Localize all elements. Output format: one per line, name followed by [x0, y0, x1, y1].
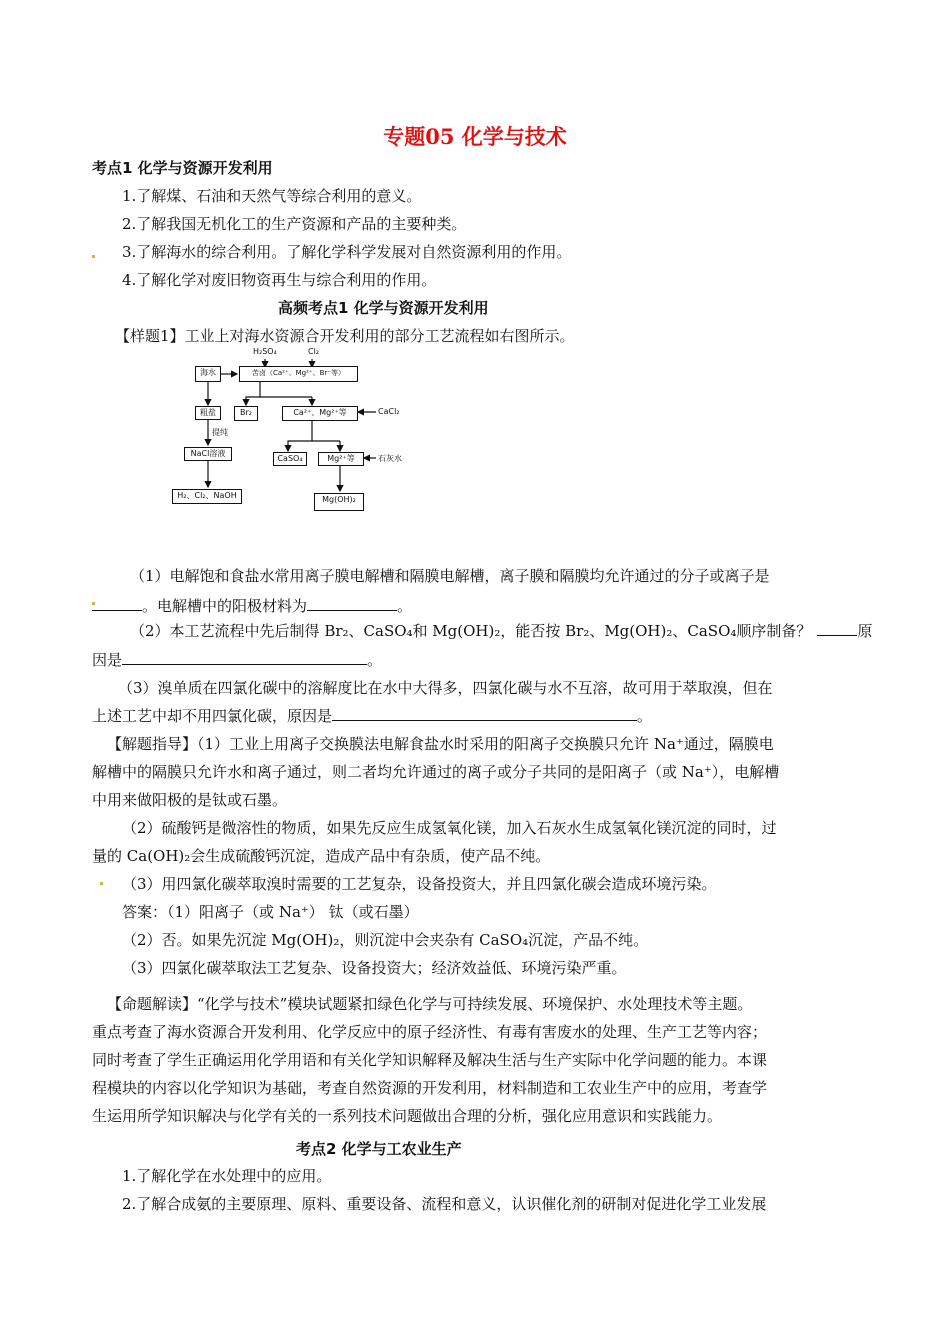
section1-item-2: 2.了解我国无机化工的生产资源和产品的主要种类。 — [122, 215, 467, 233]
q2-text-1: （2）本工艺流程中先后制得 Br₂、CaSO₄和 Mg(OH)₂，能否按 Br₂、Mg(OH)₂、CaSO₄顺序制备？ — [130, 622, 812, 640]
analysis-line-4: 程模块的内容以化学知识为基础，考查自然资源的开发利用，材料制造和工农业生产中的应用，考查学 — [92, 1079, 768, 1097]
answer-line-1: 答案：（1）阳离子（或 Na⁺） 钛（或石墨） — [122, 903, 419, 921]
answer-line-2: （2）否。如果先沉淀 Mg(OH)₂，则沉淀中会夹杂有 CaSO₄沉淀，产品不纯。 — [122, 931, 649, 949]
scan-speck — [100, 882, 103, 885]
q1-blank-1[interactable] — [92, 596, 142, 611]
analysis-line-3: 同时考查了学生正确运用化学用语和有关化学知识解释及解决生活与生产实际中化学问题的能力。本课 — [92, 1051, 768, 1069]
q2-line2 — [92, 649, 382, 670]
q3-text-2: 上述工艺中却不用四氯化碳，原因是 — [92, 707, 333, 725]
cacl2-label: CaCl₂ — [378, 407, 400, 416]
cl2-label: Cl₂ — [308, 347, 320, 356]
sample-intro: 【样题1】工业上对海水资源合开发利用的部分工艺流程如右图所示。 — [115, 327, 575, 345]
section2-item-2: 2.了解合成氨的主要原理、原料、重要设备、流程和意义，认识催化剂的研制对促进化学工业发展 — [122, 1195, 767, 1213]
guide-line-6: （3）用四氯化碳萃取溴时需要的工艺复杂，设备投资大，并且四氯化碳会造成环境污染。 — [122, 875, 717, 893]
guide-line-3: 中用来做阳极的是钛或石墨。 — [92, 791, 288, 809]
section2-item-1: 1.了解化学在水处理中的应用。 — [122, 1167, 332, 1185]
flowchart — [150, 345, 410, 520]
q3-line1: （3）溴单质在四氯化碳中的溶解度比在水中大得多，四氯化碳与水不互溶，故可用于萃取溴，但在 — [118, 679, 773, 697]
br2-box: Br₂ — [234, 406, 258, 421]
section1-item-4: 4.了解化学对废旧物资再生与综合利用的作用。 — [122, 271, 437, 289]
answer-line-3: （3）四氯化碳萃取法工艺复杂、设备投资大；经济效益低、环境污染严重。 — [122, 959, 627, 977]
q2-text-4: 。 — [367, 651, 383, 669]
q2-text-3: 因是 — [92, 651, 123, 669]
guide-line-2: 解槽中的隔膜只允许水和离子通过，则二者均允许通过的离子或分子共同的是阳离子（或 Na⁺），电解槽 — [92, 763, 780, 781]
seawater-box: 海水 — [195, 366, 221, 382]
nacl-box: NaCl溶液 — [184, 447, 232, 461]
bittern-box: 苦卤（Ca²⁺、Mg²⁺、Br⁻等） — [239, 366, 358, 382]
q2-blank-1[interactable] — [817, 621, 857, 636]
scan-speck — [92, 602, 95, 605]
page-title: 专题05 化学与技术 — [383, 124, 567, 149]
guide-line-1: 【解题指导】（1）工业上用离子交换膜法电解食盐水时采用的阳离子交换膜只允许 Na⁺通过，隔膜电 — [107, 735, 774, 753]
hf-heading: 高频考点1 化学与资源开发利用 — [278, 299, 489, 317]
caso4-box: CaSO₄ — [273, 452, 307, 466]
guide-line-4: （2）硫酸钙是微溶性的物质，如果先反应生成氢氧化镁，加入石灰水生成氢氧化镁沉淀的同时，过 — [122, 819, 777, 837]
purify-label: 提纯 — [212, 428, 228, 437]
q1-text-3: 。 — [397, 597, 413, 615]
guide-line-5: 量的 Ca(OH)₂会生成硫酸钙沉淀，造成产品中有杂质，使产品不纯。 — [92, 847, 551, 865]
q3-line2 — [92, 705, 652, 726]
crude-salt-box: 粗盐 — [195, 406, 221, 420]
q2-blank-2[interactable] — [122, 650, 367, 665]
q3-text-3: 。 — [637, 707, 653, 725]
section1-item-1: 1.了解煤、石油和天然气等综合利用的意义。 — [122, 187, 422, 205]
section2-heading: 考点2 化学与工农业生产 — [296, 1140, 462, 1158]
q1-text-2: 。电解槽中的阳极材料为 — [142, 597, 308, 615]
q1-line2 — [92, 595, 412, 616]
analysis-line-1: 【命题解读】“化学与技术”模块试题紧扣绿色化学与可持续发展、环境保护、水处理技术等主题。 — [107, 995, 753, 1013]
mg-etc-box: Mg²⁺等 — [318, 452, 364, 466]
q1-line1: （1）电解饱和食盐水常用离子膜电解槽和隔膜电解槽，离子膜和隔膜均允许通过的分子或离子是 — [130, 567, 770, 585]
section1-heading: 考点1 化学与资源开发利用 — [92, 159, 273, 177]
scan-speck — [92, 255, 95, 258]
q2-line1 — [130, 620, 872, 641]
h2so4-label: H₂SO₄ — [253, 347, 277, 356]
q1-blank-2[interactable] — [307, 596, 397, 611]
limewater-label: 石灰水 — [378, 454, 402, 463]
mgoh2-box: Mg(OH)₂ — [314, 493, 364, 511]
products-box: H₂、Cl₂、NaOH — [172, 489, 242, 504]
q2-text-2: 原 — [857, 622, 873, 640]
ca-mg-box: Ca²⁺、Mg²⁺等 — [282, 406, 358, 421]
analysis-line-5: 生运用所学知识解决与化学有关的一系列技术问题做出合理的分析，强化应用意识和实践能力。 — [92, 1107, 723, 1125]
analysis-line-2: 重点考查了海水资源合开发利用、化学反应中的原子经济性、有毒有害废水的处理、生产工艺等内容； — [92, 1023, 768, 1041]
q3-blank[interactable] — [332, 706, 637, 721]
section1-item-3: 3.了解海水的综合利用。了解化学科学发展对自然资源利用的作用。 — [122, 243, 572, 261]
